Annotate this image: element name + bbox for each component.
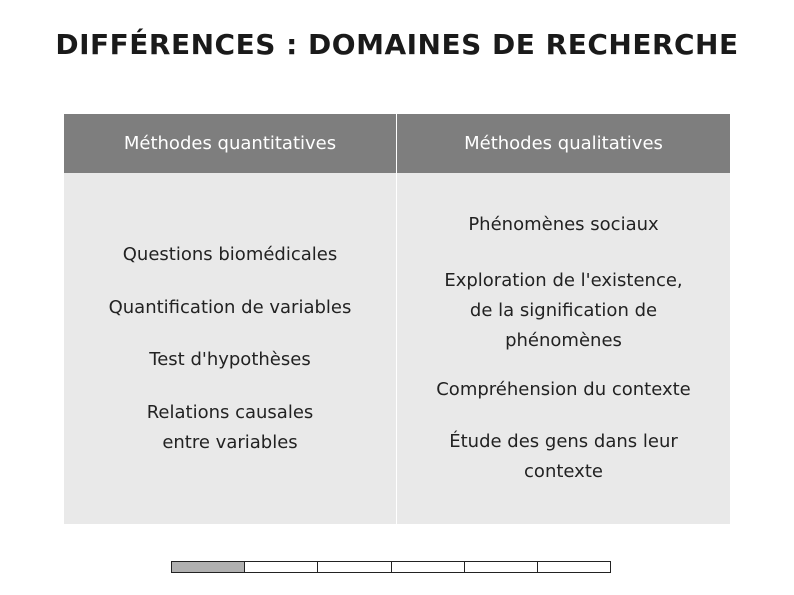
table-header bbox=[64, 114, 730, 173]
qualitative-item: Compréhension du contexte bbox=[436, 379, 691, 400]
qualitative-item: Étude des gens dans leur contexte bbox=[449, 431, 678, 482]
progress-segment bbox=[317, 561, 391, 573]
progress-segment bbox=[244, 561, 318, 573]
header-quantitative: Méthodes quantitatives bbox=[123, 133, 337, 154]
quantitative-item: Test d'hypothèses bbox=[149, 349, 311, 370]
slide-progress-bar bbox=[171, 561, 611, 573]
quantitative-item: Quantification de variables bbox=[108, 297, 352, 318]
quantitative-item: Relations causales entre variables bbox=[146, 402, 314, 453]
progress-segment bbox=[171, 561, 245, 573]
qualitative-item: Phénomènes sociaux bbox=[468, 214, 659, 235]
qualitative-item: Exploration de l'existence, de la signification de phénomènes bbox=[444, 270, 683, 351]
quantitative-item: Questions biomédicales bbox=[122, 244, 338, 265]
slide-title: DIFFÉRENCES : DOMAINES DE RECHERCHE bbox=[55, 28, 739, 61]
progress-segment bbox=[537, 561, 611, 573]
comparison-table bbox=[64, 114, 730, 524]
progress-segment bbox=[464, 561, 538, 573]
header-qualitative: Méthodes qualitatives bbox=[464, 133, 663, 154]
progress-segment bbox=[391, 561, 465, 573]
